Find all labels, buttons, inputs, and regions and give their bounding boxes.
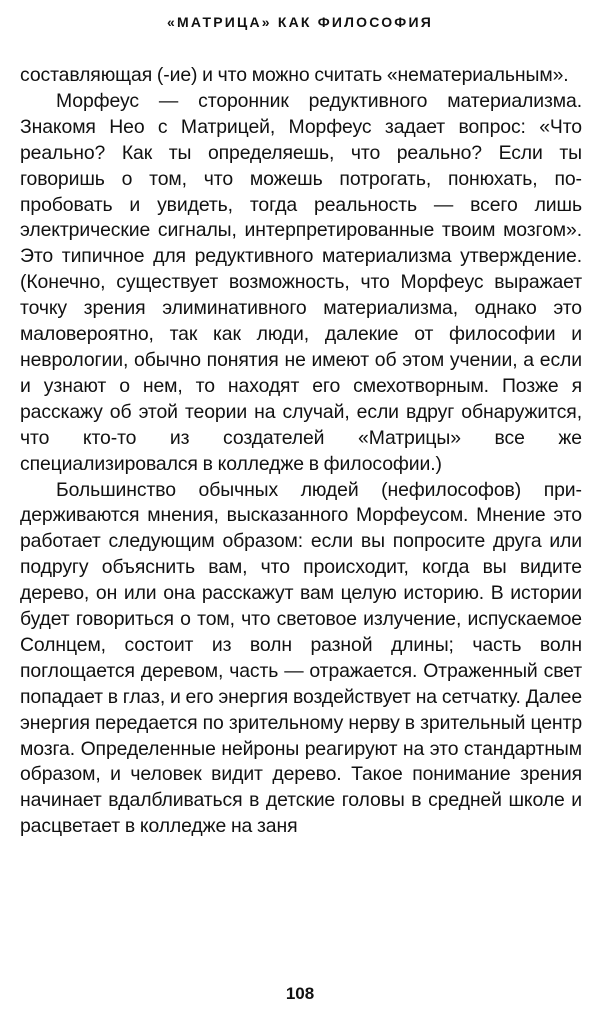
paragraph-continuation: составляющая (-ие) и что можно считать «нематериальным». bbox=[20, 64, 569, 86]
page-number: 108 bbox=[285, 984, 315, 1003]
running-header: «МАТРИЦА» КАК ФИЛОСОФИЯ bbox=[167, 14, 433, 30]
paragraph-common-view: Большинство обычных людей (нефилософов) придерживаются мнения, высказанного Морфеусом. Мнение это работает следующим образом: если вы попросите друга или подругу объяснить вам, что происходит, когда вы видите дерево, он или она расскажут вам целую историю. В истории будет говориться о том, что световое излучение, испускаемое Солнцем, состоит из волн разной длины; часть волн поглощается деревом, часть — отражается. Отраженный свет попадает в глаз, и его энергия воздействует на сетчатку. Далее энергия передается по зрительному нерву в зрительный центр мозга. Определенные нейроны реагируют на это стандартным образом, и человек видит дерево. Такое понимание зрения начинает вдалбливаться в детские головы в средней школе и расцветает в колледже на заня bbox=[20, 478, 582, 838]
paragraph-morpheus: Морфеус — сторонник редуктивного материализма. Знакомя Нео с Матрицей, Морфеус задает вопрос: «Что реально? Как ты определяешь, что реально? Если ты говоришь о том, что можешь потрогать, понюхать, попробовать и увидеть, тогда реальность — всего лишь электрические сигналы, интерпретированные твоим мозгом». Это типичное для редуктивного материализма утверждение. (Конечно, существует возможность, что Морфеус выражает точку зрения элиминативного материализма, однако это маловероятно, так как люди, далекие от философии и неврологии, обычно понятия не имеют об этом учении, а если и узнают о нем, то находят его смехотворным. Позже я расскажу об этой теории на случай, если вдруг обнаружится, что кто-то из создателей «Матрицы» все же специализировался в колледже в философии.) bbox=[20, 89, 582, 475]
body-text bbox=[20, 63, 582, 840]
